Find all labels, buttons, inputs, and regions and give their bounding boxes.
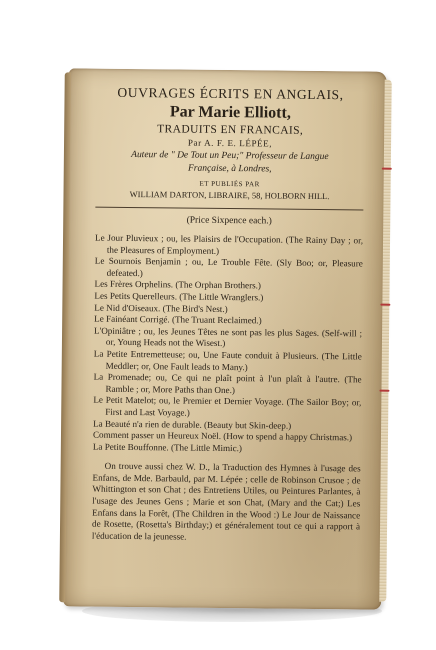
- divider-rule: [95, 207, 363, 211]
- list-item: L'Opiniâtre ; ou, les Jeunes Têtes ne sont pas les plus Sages. (Self-will ; or, Young Heads not the Wisest.): [94, 325, 363, 349]
- translator-location: Française, à Londres,: [187, 163, 272, 175]
- list-item: Les Petits Querelleurs. (The Little Wranglers.): [94, 290, 264, 303]
- list-item: Le Nid d'Oiseaux. (The Bird's Nest.): [94, 302, 228, 314]
- list-item: Le Jour Pluvieux ; ou, les Plaisirs de l'Occupation. (The Rainy Day ; or, the Pleasures of Employment.): [95, 232, 364, 256]
- closing-paragraph: On trouve aussi chez W. D., la Traduction des Hymnes à l'usage des Enfans, de Mde. Barbauld, par M. Lépée ; celle de Robinson Crusoe ; de Whittington et son Chat ; des Entretiens Utiles, ou Peintures Parlantes, à l'usage des Jeunes Gens ; Marie et son Chat, (Mary and the Cat;) Les Enfans dans la Forêt, (The Children in the Wood :) Le Jour de Naissance de Rosette, (Rosetta's Birthday;) et généralement tout ce qui a rapport à l'éducation de la jeunesse.: [91, 461, 361, 542]
- translator-credentials: Auteur de " De Tout un Peu;" Professeur de Langue: [131, 150, 329, 163]
- list-item: La Beauté n'a rien de durable. (Beauty but Skin-deep.): [93, 418, 292, 431]
- published-by: ET PUBLIÉS PAR: [199, 179, 260, 189]
- book-back-cover: [63, 68, 387, 609]
- publisher-imprint: WILLIAM DARTON, LIBRAIRE, 58, HOLBORN HILL.: [129, 188, 330, 202]
- translator-name: Par A. F. E. LÉPÉE,: [187, 137, 273, 149]
- list-item: La Petite Entremetteuse; ou, Une Faute conduit à Plusieurs. (The Little Meddler; or, One Fault leads to Many.): [93, 348, 362, 372]
- author-name: Par Marie Elliott,: [169, 103, 291, 122]
- list-item: La Petite Bouffonne. (The Little Mimic.): [92, 441, 243, 453]
- book-list: [93, 233, 363, 456]
- binding-thread: [379, 390, 389, 392]
- list-item: Comment passer un Heureux Noël. (How to spend a happy Christmas.): [92, 429, 353, 443]
- price-note: (Price Sixpence each.): [186, 215, 272, 227]
- page-edges: [379, 80, 391, 602]
- heading-works: OUVRAGES ÉCRITS EN ANGLAIS,: [117, 84, 344, 103]
- list-item: Les Frères Orphelins. (The Orphan Brothers.): [94, 279, 262, 291]
- book-spine-edge: [59, 72, 71, 602]
- printed-text: [92, 83, 365, 545]
- list-item: Le Fainéant Corrigé. (The Truant Reclaimed.): [94, 313, 262, 326]
- list-item: Le Petit Matelot; ou, le Premier et Dernier Voyage. (The Sailor Boy; or, First and Last Voyage.): [93, 394, 362, 418]
- binding-thread: [380, 304, 390, 306]
- list-item: Le Sournois Benjamin ; ou, Le Trouble Fête. (Sly Boo; or, Pleasure defeated.): [94, 255, 363, 278]
- heading-translated: TRADUITS EN FRANCAIS,: [157, 123, 304, 137]
- list-item: La Promenade; ou, Ce qui ne plaît point à l'un plaît à l'autre. (The Ramble ; or, More Paths than One.): [93, 371, 362, 395]
- binding-thread: [382, 168, 392, 170]
